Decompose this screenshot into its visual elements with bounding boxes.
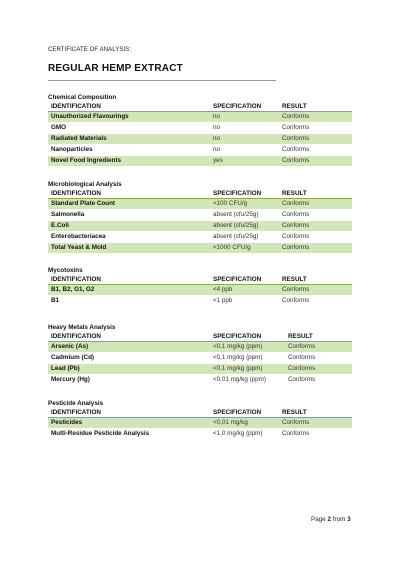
page-number [311,516,351,523]
row-identification: Standard Plate Count [51,200,116,207]
section-chemical-composition [48,94,352,167]
row-result: Conforms [282,286,310,293]
row-result: Conforms [282,124,310,131]
row-result: Conforms [282,157,310,164]
row-identification: Mercury (Hg) [51,376,90,383]
row-identification: Pesticides [51,419,83,426]
row-specification: <4 ppb [213,286,233,293]
row-specification: <0,1 mg/kg (ppm) [213,354,263,361]
table-row [48,285,352,296]
row-specification: no [213,113,221,120]
table-header [48,189,352,199]
row-result: Conforms [288,354,316,361]
column-header-identification: IDENTIFICATION [51,276,101,283]
column-header-specification: SPECIFICATION [213,409,262,416]
table-row [48,353,352,364]
row-specification: absent (cfu/25g) [213,233,259,240]
row-result: Conforms [282,113,310,120]
section-title: Pesticide Analysis [48,400,104,407]
page-word: Page [311,516,326,523]
section-microbiological-analysis [48,181,352,254]
certificate-label: CERTIFICATE OF ANALYSIS: [48,47,132,53]
row-specification: absent (cfu/25g) [213,211,259,218]
table-header [48,408,352,418]
section-title: Mycotoxins [48,267,83,274]
column-header-specification: SPECIFICATION [213,276,262,283]
table-row [48,112,352,123]
table-row [48,221,352,232]
row-result: Conforms [282,135,310,142]
table-row [48,156,352,167]
row-specification: no [213,124,221,131]
table-row [48,232,352,243]
row-identification: B1 [51,297,60,304]
row-specification: <1000 CFU/g [213,244,251,251]
row-result: Conforms [282,211,310,218]
row-identification: Radiated Materials [51,135,107,142]
row-identification: Unauthorized Flavourings [51,113,129,120]
row-specification: <100 CFU/g [213,200,248,207]
row-result: Conforms [282,200,310,207]
document-title: REGULAR HEMP EXTRACT [48,63,183,74]
section-title: Microbiological Analysis [48,181,122,188]
row-result: Conforms [282,244,310,251]
row-result: Conforms [282,419,310,426]
table-header [48,332,352,342]
row-identification: Cadmium (Cd) [51,354,95,361]
column-header-identification: IDENTIFICATION [51,409,101,416]
row-identification: Arsenic (As) [51,343,89,350]
table-row [48,243,352,254]
page-current: 2 [327,516,331,523]
column-header-specification: SPECIFICATION [213,333,262,340]
row-result: Conforms [282,222,310,229]
row-specification: no [213,146,221,153]
page-from: from [332,516,346,523]
column-header-identification: IDENTIFICATION [51,333,101,340]
row-specification: <0,1 mg/kg (ppm) [213,365,263,372]
row-specification: <0,01 mg/kg (ppm) [213,376,267,383]
row-result: Conforms [288,376,316,383]
section-heavy-metals-analysis [48,324,352,386]
row-identification: Multi-Residue Pesticide Analysis [51,430,150,437]
row-specification: absent (cfu/25g) [213,222,259,229]
row-result: Conforms [288,343,316,350]
row-specification: <0,1 mg/kg (ppm) [213,343,263,350]
section-title: Heavy Metals Analysis [48,324,116,331]
row-identification: B1, B2, G1, G2 [51,286,95,293]
column-header-result: RESULT [288,333,313,340]
column-header-result: RESULT [282,103,307,110]
column-header-result: RESULT [282,409,307,416]
column-header-specification: SPECIFICATION [213,103,262,110]
row-specification: <0,01 mg/kg [213,419,248,426]
table-row [48,342,352,353]
table-header [48,275,352,285]
table-row [48,134,352,145]
column-header-identification: IDENTIFICATION [51,190,101,197]
row-identification: Salmonella [51,211,85,218]
section-pesticide-analysis [48,400,352,440]
table-row [48,199,352,210]
row-result: Conforms [282,146,310,153]
table-header [48,102,352,112]
row-identification: GMO [51,124,67,131]
title-divider [48,80,276,81]
row-identification: Total Yeast & Mold [51,244,107,251]
row-result: Conforms [282,297,310,304]
row-identification: Enterobacteriacea [51,233,106,240]
row-specification: <1,0 mg/kg (ppm) [213,430,263,437]
row-identification: Nanoparticles [51,146,93,153]
column-header-specification: SPECIFICATION [213,190,262,197]
table-row [48,123,352,134]
row-result: Conforms [288,365,316,372]
table-row [48,418,352,429]
table-row [48,210,352,221]
row-identification: Novel Food Ingredients [51,157,121,164]
section-mycotoxins [48,267,352,307]
section-title: Chemical Composition [48,94,117,101]
row-specification: no [213,135,221,142]
table-row [48,296,352,307]
column-header-identification: IDENTIFICATION [51,103,101,110]
column-header-result: RESULT [282,276,307,283]
row-result: Conforms [282,430,310,437]
row-result: Conforms [282,233,310,240]
row-identification: Lead (Pb) [51,365,80,372]
table-row [48,145,352,156]
page-total: 3 [347,516,351,523]
column-header-result: RESULT [282,190,307,197]
row-specification: yes [213,157,223,164]
table-row [48,375,352,386]
table-row [48,364,352,375]
row-identification: E.Coli [51,222,69,229]
row-specification: <1 ppb [213,297,233,304]
table-row [48,429,352,440]
